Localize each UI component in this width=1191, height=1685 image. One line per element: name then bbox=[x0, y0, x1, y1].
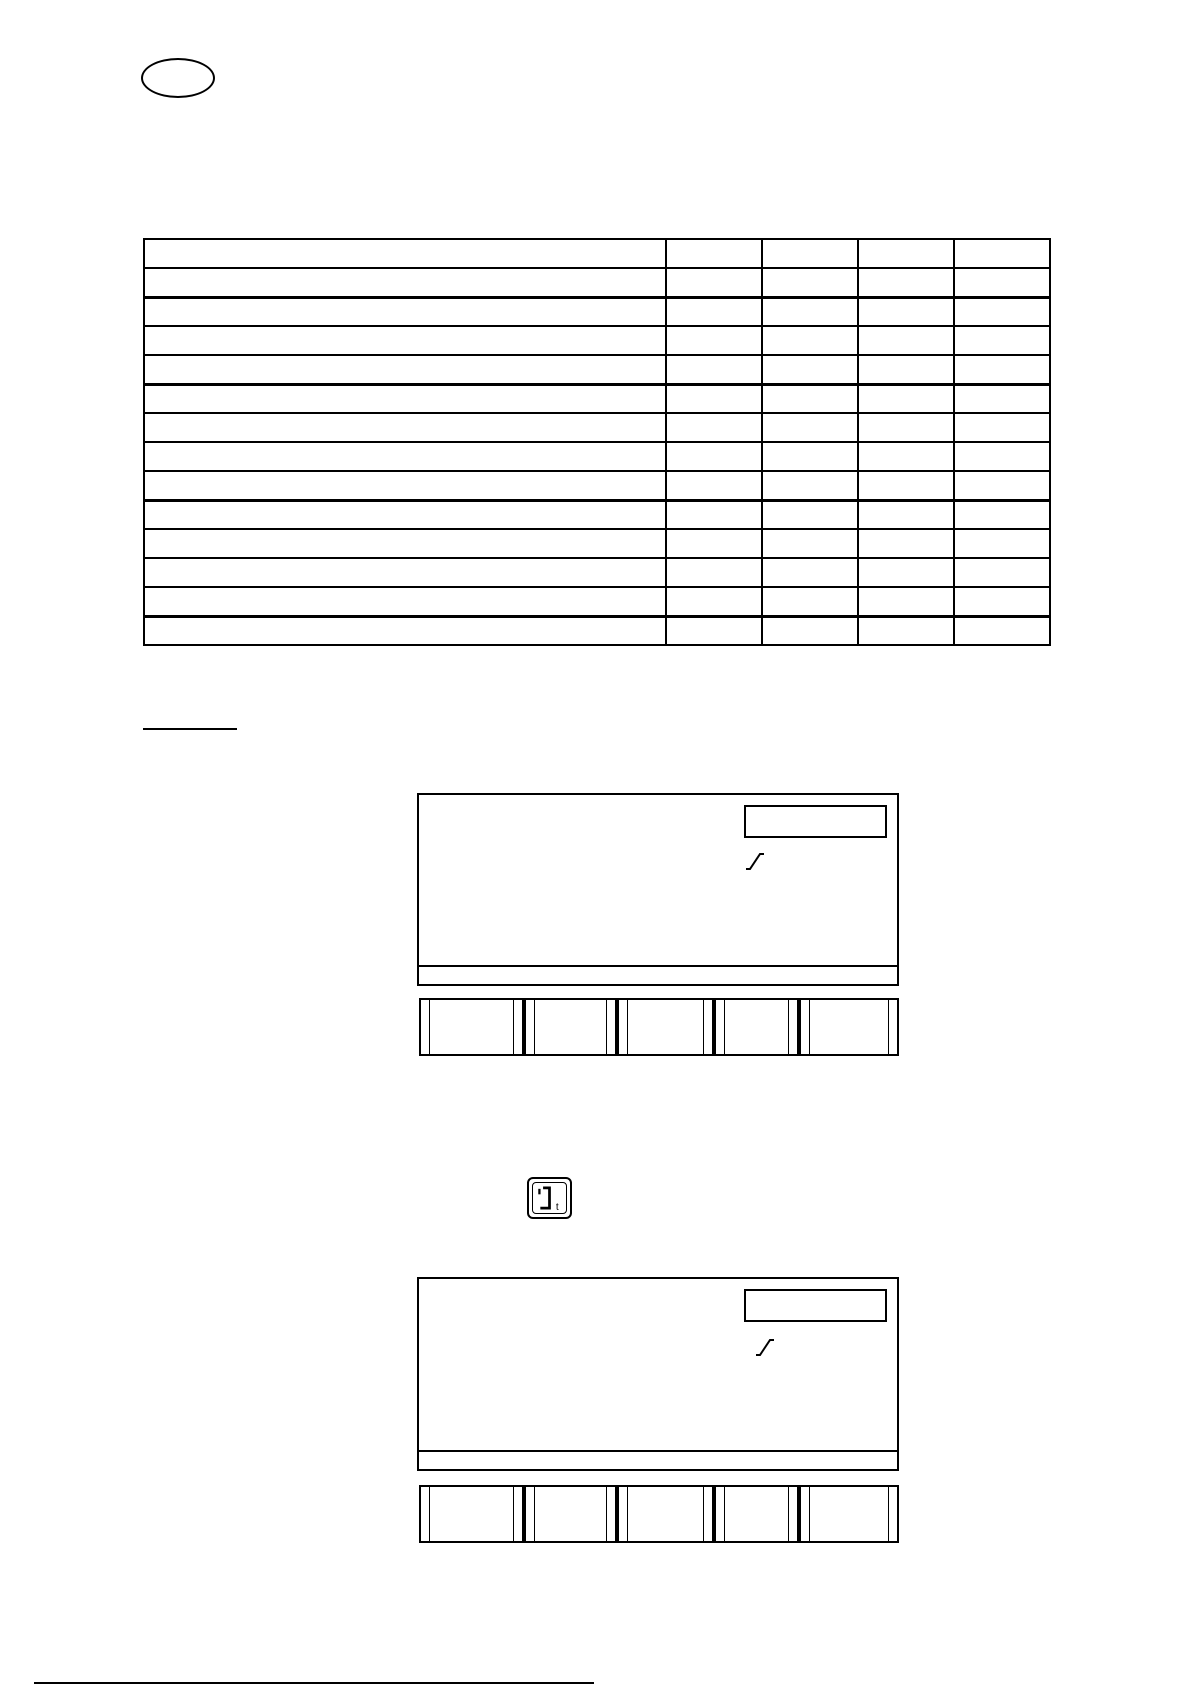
step-function-key[interactable] bbox=[527, 1177, 572, 1219]
table-cell-value bbox=[954, 413, 1050, 442]
table-cell-value bbox=[666, 355, 762, 384]
table-cell-value bbox=[954, 500, 1050, 529]
footer-rule bbox=[34, 1682, 594, 1684]
table-cell-value bbox=[858, 500, 954, 529]
display-1-softkey-2[interactable] bbox=[524, 998, 617, 1056]
table-cell-value bbox=[762, 384, 858, 413]
table-cell-value bbox=[954, 587, 1050, 616]
table-cell-value bbox=[666, 529, 762, 558]
table-cell-value bbox=[666, 500, 762, 529]
display-2-softkeys bbox=[419, 1485, 899, 1543]
display-1-softkeys bbox=[419, 998, 899, 1056]
table-cell-value bbox=[666, 616, 762, 645]
table-cell-label bbox=[144, 442, 666, 471]
table-row bbox=[144, 500, 1050, 529]
table-cell-value bbox=[954, 355, 1050, 384]
display-2-softkey-5[interactable] bbox=[799, 1485, 899, 1543]
ramp-icon bbox=[754, 1336, 776, 1358]
table-cell-value bbox=[762, 442, 858, 471]
table-row bbox=[144, 442, 1050, 471]
display-1-softkey-4[interactable] bbox=[714, 998, 799, 1056]
display-2-status-bar bbox=[419, 1450, 897, 1469]
table-cell-value bbox=[954, 558, 1050, 587]
display-1-softkey-5[interactable] bbox=[799, 998, 899, 1056]
display-1-status-bar bbox=[419, 965, 897, 984]
table-cell-label bbox=[144, 413, 666, 442]
table-cell-value bbox=[666, 326, 762, 355]
table-cell-value bbox=[666, 268, 762, 297]
table-cell-value bbox=[666, 413, 762, 442]
table-cell-value bbox=[954, 529, 1050, 558]
table-cell-value bbox=[666, 587, 762, 616]
svg-text:t: t bbox=[555, 1201, 559, 1213]
table-cell-value bbox=[666, 442, 762, 471]
table-cell-value bbox=[762, 268, 858, 297]
table-cell-value bbox=[858, 297, 954, 326]
table-cell-label bbox=[144, 384, 666, 413]
table-cell-label bbox=[144, 529, 666, 558]
table-cell-value bbox=[954, 616, 1050, 645]
table-cell-value bbox=[858, 355, 954, 384]
table-cell-value bbox=[954, 471, 1050, 500]
table-cell-value bbox=[858, 558, 954, 587]
table-cell-value bbox=[858, 442, 954, 471]
table-cell-label bbox=[144, 471, 666, 500]
spec-table-body bbox=[144, 239, 1050, 645]
table-cell-value bbox=[858, 268, 954, 297]
table-row bbox=[144, 471, 1050, 500]
table-cell-label bbox=[144, 268, 666, 297]
table-cell-value bbox=[666, 471, 762, 500]
table-cell-value bbox=[858, 471, 954, 500]
table-cell-value bbox=[954, 326, 1050, 355]
step-function-icon bbox=[533, 1183, 566, 1213]
table-cell-value bbox=[954, 268, 1050, 297]
section-heading-underline bbox=[143, 728, 237, 730]
language-badge bbox=[141, 58, 215, 98]
display-2-screen bbox=[417, 1277, 899, 1471]
display-1-softkey-1[interactable] bbox=[419, 998, 524, 1056]
ramp-icon bbox=[744, 850, 766, 872]
spec-table bbox=[143, 238, 1051, 646]
table-cell-value bbox=[666, 384, 762, 413]
table-cell-value bbox=[762, 616, 858, 645]
display-2-softkey-4[interactable] bbox=[714, 1485, 799, 1543]
table-cell-label bbox=[144, 355, 666, 384]
table-cell-value bbox=[666, 239, 762, 268]
table-cell-value bbox=[762, 587, 858, 616]
table-row bbox=[144, 616, 1050, 645]
display-1-softkey-3[interactable] bbox=[617, 998, 714, 1056]
table-cell-label bbox=[144, 297, 666, 326]
table-cell-value bbox=[954, 384, 1050, 413]
table-cell-value bbox=[858, 413, 954, 442]
table-row bbox=[144, 384, 1050, 413]
display-1-mode-box bbox=[744, 805, 887, 838]
table-cell-label bbox=[144, 616, 666, 645]
table-cell-value bbox=[858, 587, 954, 616]
table-cell-label bbox=[144, 500, 666, 529]
table-cell-value bbox=[762, 500, 858, 529]
table-row bbox=[144, 326, 1050, 355]
table-cell-value bbox=[762, 355, 858, 384]
table-cell-value bbox=[666, 558, 762, 587]
table-row bbox=[144, 529, 1050, 558]
table-cell-value bbox=[954, 442, 1050, 471]
table-row bbox=[144, 268, 1050, 297]
table-cell-value bbox=[954, 297, 1050, 326]
display-2-softkey-1[interactable] bbox=[419, 1485, 524, 1543]
table-row bbox=[144, 587, 1050, 616]
table-cell-label bbox=[144, 558, 666, 587]
display-2-mode-box bbox=[744, 1289, 887, 1322]
table-cell-value bbox=[666, 297, 762, 326]
table-cell-value bbox=[762, 558, 858, 587]
table-cell-value bbox=[762, 529, 858, 558]
display-2-softkey-3[interactable] bbox=[617, 1485, 714, 1543]
display-1-screen bbox=[417, 793, 899, 986]
display-2-softkey-2[interactable] bbox=[524, 1485, 617, 1543]
table-cell-label bbox=[144, 587, 666, 616]
table-cell-value bbox=[762, 239, 858, 268]
table-cell-value bbox=[858, 529, 954, 558]
table-cell-value bbox=[858, 239, 954, 268]
table-row bbox=[144, 413, 1050, 442]
table-cell-value bbox=[762, 413, 858, 442]
table-row bbox=[144, 355, 1050, 384]
table-row bbox=[144, 558, 1050, 587]
table-cell-value bbox=[762, 471, 858, 500]
table-cell-value bbox=[858, 616, 954, 645]
table-cell-value bbox=[858, 326, 954, 355]
table-cell-value bbox=[858, 384, 954, 413]
table-cell-label bbox=[144, 239, 666, 268]
table-cell-value bbox=[762, 297, 858, 326]
table-row bbox=[144, 239, 1050, 268]
table-cell-value bbox=[954, 239, 1050, 268]
table-cell-value bbox=[762, 326, 858, 355]
table-cell-label bbox=[144, 326, 666, 355]
table-row bbox=[144, 297, 1050, 326]
